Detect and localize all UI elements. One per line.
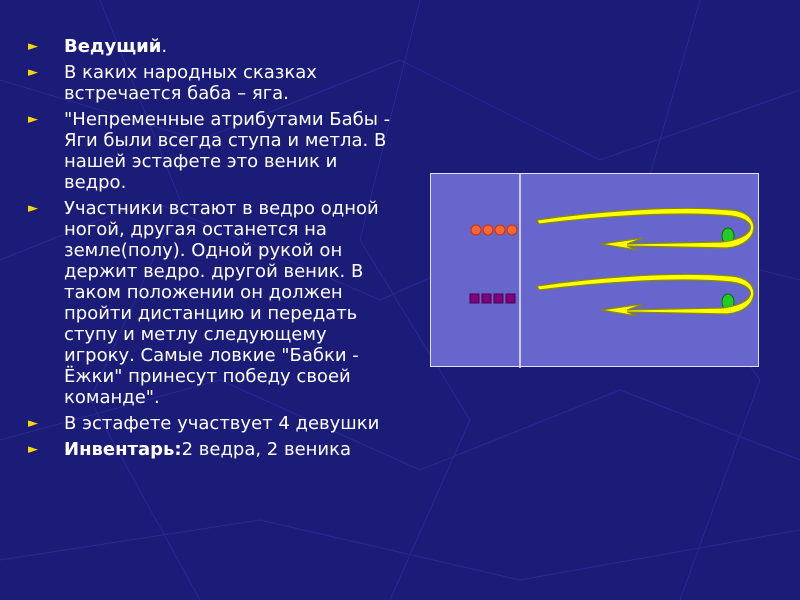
bullet-item-host xyxy=(28,36,398,57)
triangle-right-icon: ► xyxy=(28,442,38,457)
bullet-text: В эстафете участвует 4 девушки xyxy=(64,413,380,434)
triangle-right-icon: ► xyxy=(28,201,38,216)
triangle-right-icon: ► xyxy=(28,112,38,127)
relay-field-diagram xyxy=(430,173,759,367)
u-turn-arrow-icon xyxy=(537,274,754,316)
bullet-text: Участники встают в ведро одной ногой, другая останется на земле(полу). Одной рукой он держит ведро. другой веник. В таком положении он должен пройти дистанцию и передать ступу и метлу следующему игроку. Самые ловкие "Бабки - Ёжки" принесут победу своей команде". xyxy=(64,198,379,408)
player-square xyxy=(482,294,491,303)
team-circles xyxy=(471,225,517,235)
bullet-tail: . xyxy=(161,36,168,57)
triangle-right-icon: ► xyxy=(28,39,38,54)
bullet-label: Ведущий xyxy=(64,36,162,57)
player-square xyxy=(470,294,479,303)
bullet-item-participants xyxy=(28,413,398,434)
bullet-item-attributes xyxy=(28,109,398,193)
player-square xyxy=(494,294,503,303)
player-square xyxy=(506,294,515,303)
player-circle xyxy=(507,225,517,235)
player-circle xyxy=(495,225,505,235)
bullet-text: "Непременные атрибутами Бабы - Яги были всегда ступа и метла. В нашей эстафете это веник и ведро. xyxy=(64,109,391,193)
bullet-item-inventory xyxy=(28,439,398,460)
player-circle xyxy=(483,225,493,235)
triangle-right-icon: ► xyxy=(28,65,38,80)
bullet-item-question xyxy=(28,62,398,104)
bullet-tail: 2 ведра, 2 веника xyxy=(181,439,352,460)
bullet-text: В каких народных сказках встречается баба – яга. xyxy=(64,62,317,104)
player-circle xyxy=(471,225,481,235)
bullet-label: Инвентарь: xyxy=(64,439,182,460)
u-turn-arrow-icon xyxy=(537,208,754,250)
bullet-item-rules xyxy=(28,198,398,408)
slide-bullet-list xyxy=(28,36,398,465)
triangle-right-icon: ► xyxy=(28,416,38,431)
relay-field-drawing xyxy=(431,174,760,368)
team-squares xyxy=(470,294,515,303)
